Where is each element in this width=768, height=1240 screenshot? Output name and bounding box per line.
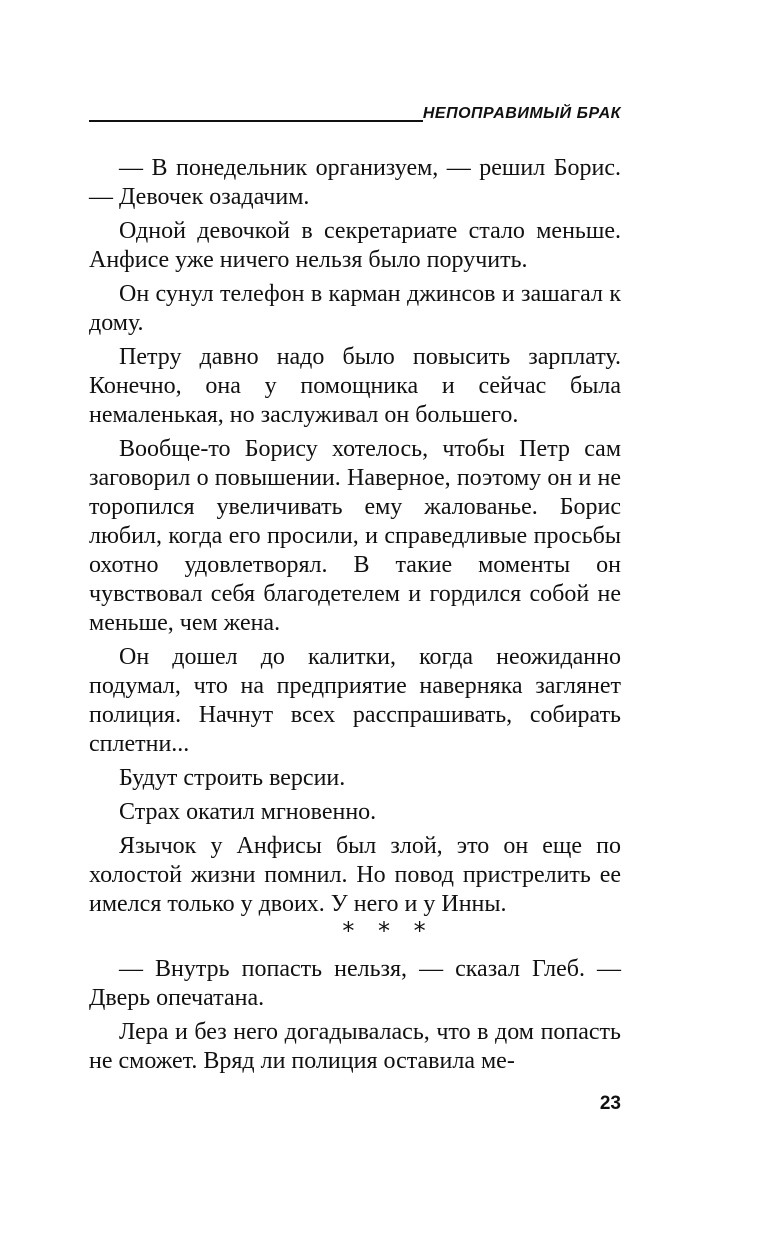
section-separator: * * *: [342, 917, 434, 945]
running-header: [89, 103, 621, 125]
paragraph: Он сунул телефон в карман джинсов и зашагал к дому.: [89, 281, 621, 336]
paragraph: — Внутрь попасть нельзя, — сказал Глеб. — Дверь опечатана.: [89, 956, 621, 1011]
paragraph: Одной девочкой в секретариате стало меньше. Анфисе уже ничего нельзя было поручить.: [89, 218, 621, 273]
text-block-after-separator: [89, 955, 621, 1081]
running-title: НЕПОПРАВИМЫЙ БРАК: [422, 105, 621, 122]
paragraph: Страх окатил мгновенно.: [119, 799, 377, 825]
paragraph: Будут строить версии.: [119, 765, 346, 791]
paragraph: Вообще-то Борису хотелось, чтобы Петр сам заговорил о повышении. Наверное, поэтому он и не торопился увеличивать ему жалованье. Борис любил, когда его просили, и справедливые просьбы охотно удовлетворял. В такие моменты он чувствовал себя благодетелем и гордился собой не меньше, чем жена.: [89, 436, 621, 636]
header-rule: [89, 120, 423, 122]
paragraph: Петру давно надо было повысить зарплату. Конечно, она у помощника и сейчас была немаленькая, но заслуживал он большего.: [89, 344, 621, 428]
text-block-main: [89, 154, 621, 924]
paragraph: Язычок у Анфисы был злой, это он еще по холостой жизни помнил. Но повод пристрелить ее имелся только у двоих. У него и у Инны.: [89, 833, 621, 917]
page-number: 23: [599, 1093, 621, 1114]
paragraph: Лера и без него догадывалась, что в дом попасть не сможет. Вряд ли полиция оставила ме-: [89, 1019, 621, 1074]
paragraph: Он дошел до калитки, когда неожиданно подумал, что на предприятие наверняка заглянет полиция. Начнут всех расспрашивать, собирать сплетни...: [89, 644, 621, 757]
paragraph: — В понедельник организуем, — решил Борис. — Девочек озадачим.: [89, 155, 621, 210]
